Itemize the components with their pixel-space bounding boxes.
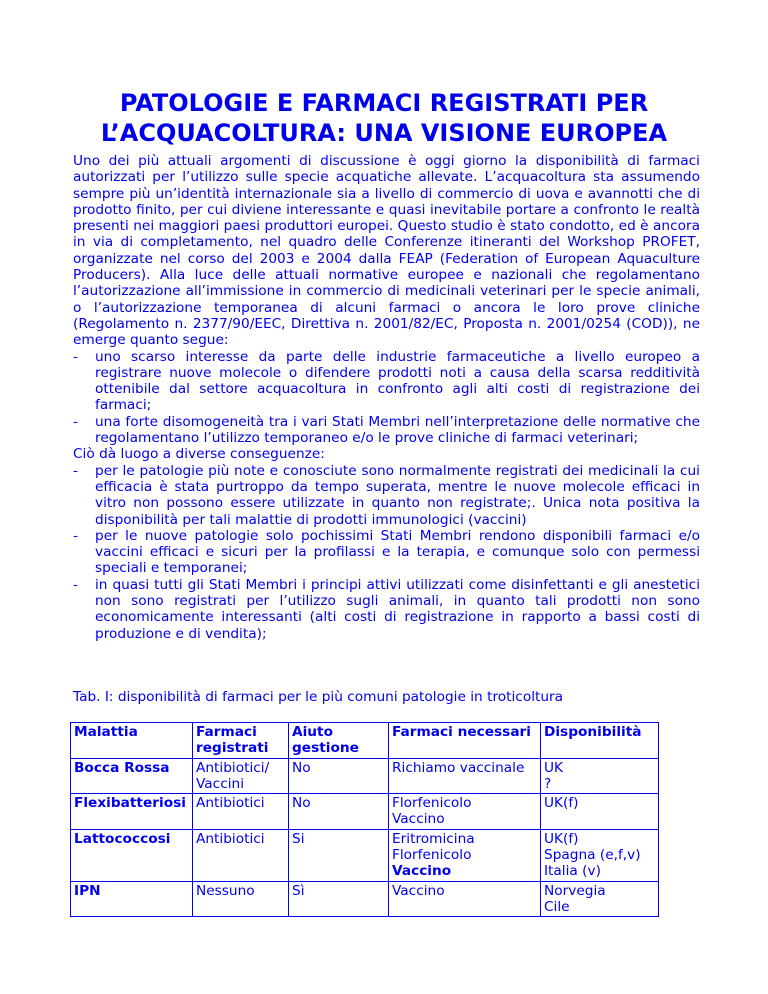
consequence-text: per le nuove patologie solo pochissimi Stati Membri rendono disponibili farmaci e/o vaccini efficaci e sicuri per la profilassi e la terapia, e comunque solo con permessi speciali e temporanei; <box>95 527 700 577</box>
disponibilita-item: Italia (v) <box>544 863 601 880</box>
document-title <box>0 88 768 148</box>
header-aiuto-gestione: Aiuto gestione <box>289 723 389 759</box>
body-text <box>73 153 700 642</box>
cell-necessari <box>389 758 541 794</box>
disponibilita-item: ? <box>544 775 552 792</box>
disponibilita-item: UK(f) <box>544 795 579 812</box>
consequences-intro: Ciò dà luogo a diverse conseguenze: <box>73 446 325 463</box>
title-line-1: PATOLOGIE E FARMACI REGISTRATI PER <box>119 89 649 117</box>
table-row <box>71 758 659 794</box>
dash-marker: - <box>73 527 78 544</box>
cell-necessari <box>389 829 541 881</box>
cell-registrati: Antibiotici <box>193 794 289 830</box>
table-row <box>71 881 659 917</box>
header-disponibilita: Disponibilità <box>541 723 659 759</box>
table-caption: Tab. I: disponibilità di farmaci per le più comuni patologie in troticoltura <box>73 689 564 705</box>
disponibilita-item: Cile <box>544 898 570 915</box>
table-row <box>71 794 659 830</box>
cell-disponibilita <box>541 881 659 917</box>
disponibilita-item: UK <box>544 759 563 776</box>
cell-malattia: Flexibatteriosi <box>71 794 193 830</box>
finding-text: una forte disomogeneità tra i vari Stati Membri nell’interpretazione delle normative che regolamentano l’utilizzo temporaneo e/o le prove cliniche di farmaci veterinari; <box>95 413 700 447</box>
necessari-item: Vaccino <box>392 882 445 899</box>
necessari-item: Vaccino <box>392 811 445 828</box>
disponibilita-item: Spagna (e,f,v) <box>544 847 641 864</box>
cell-registrati: Antibiotici <box>193 829 289 881</box>
dash-marker: - <box>73 576 78 593</box>
drug-availability-table <box>70 722 659 917</box>
cell-aiuto: Si <box>289 829 389 881</box>
necessari-item: Florfenicolo <box>392 847 472 864</box>
intro-paragraph: Uno dei più attuali argomenti di discussione è oggi giorno la disponibilità di farmaci autorizzati per l’utilizzo sulle specie acquatiche allevate. L’acquacoltura sta assumendo sempre più un’identità internazionale sia a livello di commercio di uova e avannotti che di prodotto finito, per cui diviene interessante e quasi inevitabile portare a confronto le realtà presenti nei maggiori paesi produttori europei. Questo studio è stato condotto, ed è ancora in via di completamento, nel quadro delle Conferenze itineranti del Workshop PROFET, organizzate nel corso del 2003 e 2004 dalla FEAP (Federation of European Aquaculture Producers). Alla luce delle attuali normative europee e nazionali che regolamentano l’autorizzazione all’immissione in commercio di medicinali veterinari per le specie animali, o l’autorizzazione temporanea di alcuni farmaci o ancora le loro prove cliniche (Regolamento n. 2377/90/EEC, Direttiva n. 2001/82/EC, Proposta n. 2001/0254 (COD)), ne emerge quanto segue: <box>73 153 700 349</box>
necessari-item: Florfenicolo <box>392 795 472 812</box>
header-farmaci-registrati: Farmaci registrati <box>193 723 289 759</box>
consequence-item <box>73 463 700 528</box>
cell-disponibilita <box>541 758 659 794</box>
disponibilita-item: Norvegia <box>544 882 606 899</box>
cell-necessari <box>389 794 541 830</box>
table-header-row <box>71 723 659 759</box>
dash-marker: - <box>73 462 78 479</box>
consequence-item <box>73 528 700 577</box>
cell-malattia: Bocca Rossa <box>71 758 193 794</box>
necessari-item: Richiamo vaccinale <box>392 759 525 776</box>
cell-aiuto: No <box>289 794 389 830</box>
cell-disponibilita <box>541 794 659 830</box>
necessari-item: Eritromicina <box>392 830 475 847</box>
consequence-item <box>73 577 700 642</box>
cell-aiuto: No <box>289 758 389 794</box>
disponibilita-item: UK(f) <box>544 830 579 847</box>
dash-marker: - <box>73 413 78 430</box>
cell-malattia: Lattococcosi <box>71 829 193 881</box>
cell-registrati: Antibiotici/ Vaccini <box>193 758 289 794</box>
cell-registrati: Nessuno <box>193 881 289 917</box>
cell-disponibilita <box>541 829 659 881</box>
cell-aiuto: Sì <box>289 881 389 917</box>
necessari-item: Vaccino <box>392 863 452 880</box>
header-malattia: Malattia <box>71 723 193 759</box>
table-row <box>71 829 659 881</box>
consequence-text: in quasi tutti gli Stati Membri i principi attivi utilizzati come disinfettanti e gli anestetici non sono registrati per l’utilizzo sugli animali, in quanto tali prodotti non sono economicamente interessanti (alti costi di registrazione in rapporto a bassi costi di produzione e di vendita); <box>95 576 700 642</box>
dash-marker: - <box>73 348 78 365</box>
consequence-text: per le patologie più note e conosciute sono normalmente registrati dei medicinali la cui efficacia è stata purtroppo da tempo superata, mentre le nuove molecole efficaci in vitro non possono essere utilizzate in quanto non registrate;. Unica nota positiva la disponibilità per tali malattie di prodotti immunologici (vaccini) <box>95 462 700 528</box>
title-line-2: L’ACQUACOLTURA: UNA VISIONE EUROPEA <box>100 119 668 147</box>
header-farmaci-necessari: Farmaci necessari <box>389 723 541 759</box>
finding-item <box>73 349 700 414</box>
finding-text: uno scarso interesse da parte delle industrie farmaceutiche a livello europeo a registrare nuove molecole o difendere prodotti noti a causa della scarsa redditività ottenibile dal settore acquacoltura in confronto agli alti costi di registrazione dei farmaci; <box>95 348 700 414</box>
cell-necessari <box>389 881 541 917</box>
cell-malattia: IPN <box>71 881 193 917</box>
finding-item <box>73 414 700 447</box>
